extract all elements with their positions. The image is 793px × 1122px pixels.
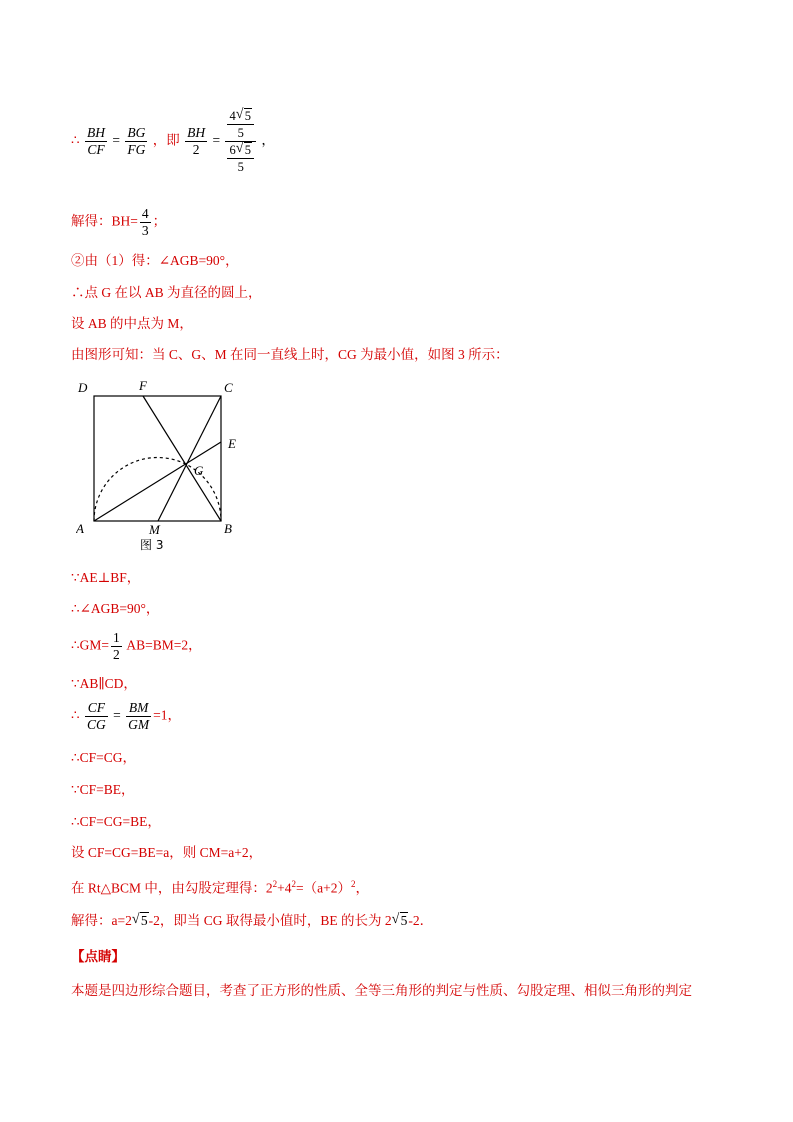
label-d: D [78,380,88,395]
step-line: 由图形可知：当 C、G、M 在同一直线上时，CG 为最小值，如图 3 所示： [71,347,509,362]
label-e: E [228,436,236,451]
pythagoras-line: 在 Rt△BCM 中，由勾股定理得：$2^2+4^2=(a+2)^2$， [71,879,370,896]
fraction-bm-gm: $\frac{BM}{GM}$ [128,700,150,732]
step-line: ∵AB∥CD， [71,676,137,691]
label-a: A [76,521,84,536]
fraction-4-3: $\frac{4}{3}$ [141,206,149,238]
figure-caption: 图 3 [140,538,164,552]
compound-fraction: 4 √ 5 5 6 √ 5 5 [225,108,256,175]
section-heading: 【点睛】 [71,949,125,964]
label-b: B [224,521,232,536]
step-line: ∴CF=CG， [71,750,136,765]
label-g: G [194,463,204,478]
summary-text: 本题是四边形综合题目，考查了正方形的性质、全等三角形的判定与性质、勾股定理、相似三角形的判定 [71,983,692,998]
gm-line: ∴GM= $\frac{1}{2}$ AB=BM=2， [71,630,202,662]
sqrt-5: √ 5 [391,912,408,928]
step-line: ∵AE⊥BF， [71,570,141,585]
fraction-bh-2: $\frac{BH}{2}$ [187,125,206,157]
answer-line: 解得：a=2 √ 5-2，即当 CG 取得最小值时，BE 的长为 2 √ 5-2． [71,912,434,928]
step-line: ∴CF=CG=BE， [71,814,161,829]
step-line: 设 CF=CG=BE=a，则 CM=a+2， [71,845,263,860]
segment-fb [143,396,221,521]
step-line: 设 AB 的中点为 M， [71,316,193,331]
square-abcd [94,396,221,521]
fraction-1-2: $\frac{1}{2}$ [112,630,120,662]
solve-bh-line: 解得：BH= $\frac{4}{3}$ ； [71,206,167,238]
fraction-bg-fg: $\frac{BG}{FG}$ [127,125,146,157]
label-f: F [139,378,147,393]
fraction-cf-cg: $\frac{CF}{CG}$ [86,700,106,732]
segment-ae [94,442,221,521]
step-line: ②由（1）得：∠AGB=90°， [71,253,239,268]
label-c: C [224,380,233,395]
sqrt-5: √ 5 [131,912,148,928]
geometry-figure-3 [76,378,256,558]
step-line: ∴∠AGB=90°， [71,601,160,616]
ratio-equation-line: ∴ $\frac{BH}{CF}$ = $\frac{BG}{FG}$ ，即 $\frac{BH}{2}$ = 4 √ 5 5 6 √ 5 5 ， [71,107,275,174]
step-line: ∵CF=BE， [71,782,135,797]
fraction-bh-cf: $\frac{BH}{CF}$ [86,125,105,157]
ratio-line: ∴ $\frac{CF}{CG}$ = $\frac{BM}{GM}$ =1， [71,700,181,732]
square-diagram [76,378,256,553]
step-line: ∴点 G 在以 AB 为直径的圆上， [71,285,262,300]
label-m: M [149,522,160,537]
